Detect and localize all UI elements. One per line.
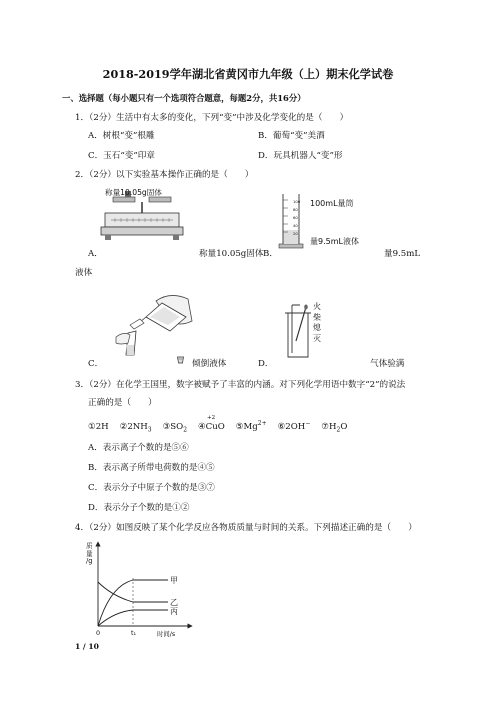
formula-list	[88, 414, 348, 434]
formula-5-charge: 2+	[257, 420, 267, 427]
question-3-stem-cont: 正确的是（ ）	[88, 398, 157, 408]
pouring-figure	[110, 287, 196, 359]
formula-3-subscript: 2	[183, 426, 188, 434]
formula-3: ③SO	[162, 421, 184, 432]
question-4-stem: 4．（2分）如图反映了某个化学反应各物质质量与时间的关系。下列描述正确的是（ ）	[75, 523, 417, 533]
gas-test-figure	[278, 303, 318, 363]
cylinder-label-volume: 100mL量筒	[310, 199, 354, 208]
q2-option-d-letter: D．	[258, 359, 274, 369]
cylinder-label-measure: 量9.5mL液体	[310, 237, 359, 246]
q3-option-d: D．表示分子个数的是①②	[88, 503, 190, 513]
formula-2-subscript: 3	[147, 426, 152, 434]
tick-80: 80	[293, 207, 298, 212]
formula-6-charge: −	[305, 420, 311, 427]
formula-5: ⑤Mg	[235, 421, 258, 432]
graph-y-label	[86, 543, 93, 566]
q2-option-a-letter: A．	[88, 249, 103, 259]
formula-7-tail: O	[340, 421, 348, 432]
graph-origin: 0	[96, 629, 101, 637]
formula-4-valence: +2	[206, 414, 216, 421]
series-label-jia: 甲	[170, 576, 178, 585]
q2-option-d-caption: 气体验满	[370, 359, 405, 369]
q2-option-c-caption: 倾倒液体	[192, 359, 227, 369]
series-label-bing: 丙	[170, 607, 178, 616]
q3-option-c: C．表示分子中原子个数的是③⑦	[88, 483, 215, 493]
question-3-stem: 3．（2分）在化学王国里，数字被赋予了丰富的内涵。对下列化学用语中数字“2”的说法	[75, 380, 406, 390]
formula-7-subscript: 2	[336, 426, 341, 434]
formula-7: ⑦H	[321, 421, 337, 432]
formula-2: ②2NH	[119, 421, 148, 432]
q1-option-a: A．树根“变”根雕	[88, 131, 155, 141]
series-label-yi: 乙	[170, 598, 178, 607]
ylabel-char-1: 质	[86, 542, 93, 550]
q2-option-a-caption: 称量10.05g固体	[199, 249, 264, 259]
formula-4-wrap	[197, 414, 225, 432]
graph-x-label: 时间/s	[157, 630, 176, 638]
page-number: 1 / 10	[75, 642, 99, 651]
formula-6: ⑥2OH	[277, 421, 306, 432]
section-heading: 一、选择题（每小题只有一个选项符合题意，每题2分，共16分）	[62, 93, 306, 103]
formula-4: ④CuO	[197, 421, 225, 432]
cylinder-tick-labels	[293, 198, 300, 238]
q3-option-a: A．表示离子个数的是⑤⑥	[88, 443, 189, 453]
stopper-icon	[176, 355, 185, 364]
q1-option-c: C．玉石“变”印章	[88, 151, 155, 161]
label-char-1: 火	[313, 302, 321, 311]
page-title: 2018-2019学年湖北省黄冈市九年级（上）期末化学试卷	[102, 67, 394, 81]
q1-option-d: D．玩具机器人“变”形	[258, 151, 343, 161]
ylabel-unit: /g	[86, 557, 93, 565]
tick-40: 40	[293, 223, 298, 228]
tick-20: 20	[293, 231, 298, 236]
q2-option-b-caption-cont: 液体	[75, 268, 93, 278]
label-char-3: 熄	[313, 323, 321, 332]
label-char-2: 柴	[313, 312, 321, 322]
label-char-4: 灭	[313, 333, 321, 343]
cylinder-figure	[276, 190, 308, 252]
tick-60: 60	[293, 215, 298, 220]
graph-t1-label: t₁	[131, 629, 137, 637]
q2-option-b-caption: 量9.5mL	[384, 249, 421, 259]
q3-option-b: B．表示离子所带电荷数的是④⑤	[88, 463, 215, 473]
question-2-stem: 2．（2分）以下实验基本操作正确的是（ ）	[75, 170, 254, 180]
question-1-stem: 1．（2分）生活中有太多的变化，下列“变”中涉及化学变化的是（ ）	[75, 113, 349, 123]
ylabel-char-2: 量	[86, 549, 93, 558]
formula-1: ①2H	[88, 421, 109, 432]
q2-option-b-letter: B．	[263, 249, 278, 259]
mass-time-graph	[84, 540, 194, 642]
q2-option-c-letter: C．	[88, 359, 104, 369]
tick-100: 100	[293, 199, 301, 204]
match-extinguished-label	[313, 302, 321, 344]
balance-label: 称量10.05g固体	[105, 188, 162, 197]
q1-option-b: B．葡萄“变”美酒	[258, 131, 325, 141]
